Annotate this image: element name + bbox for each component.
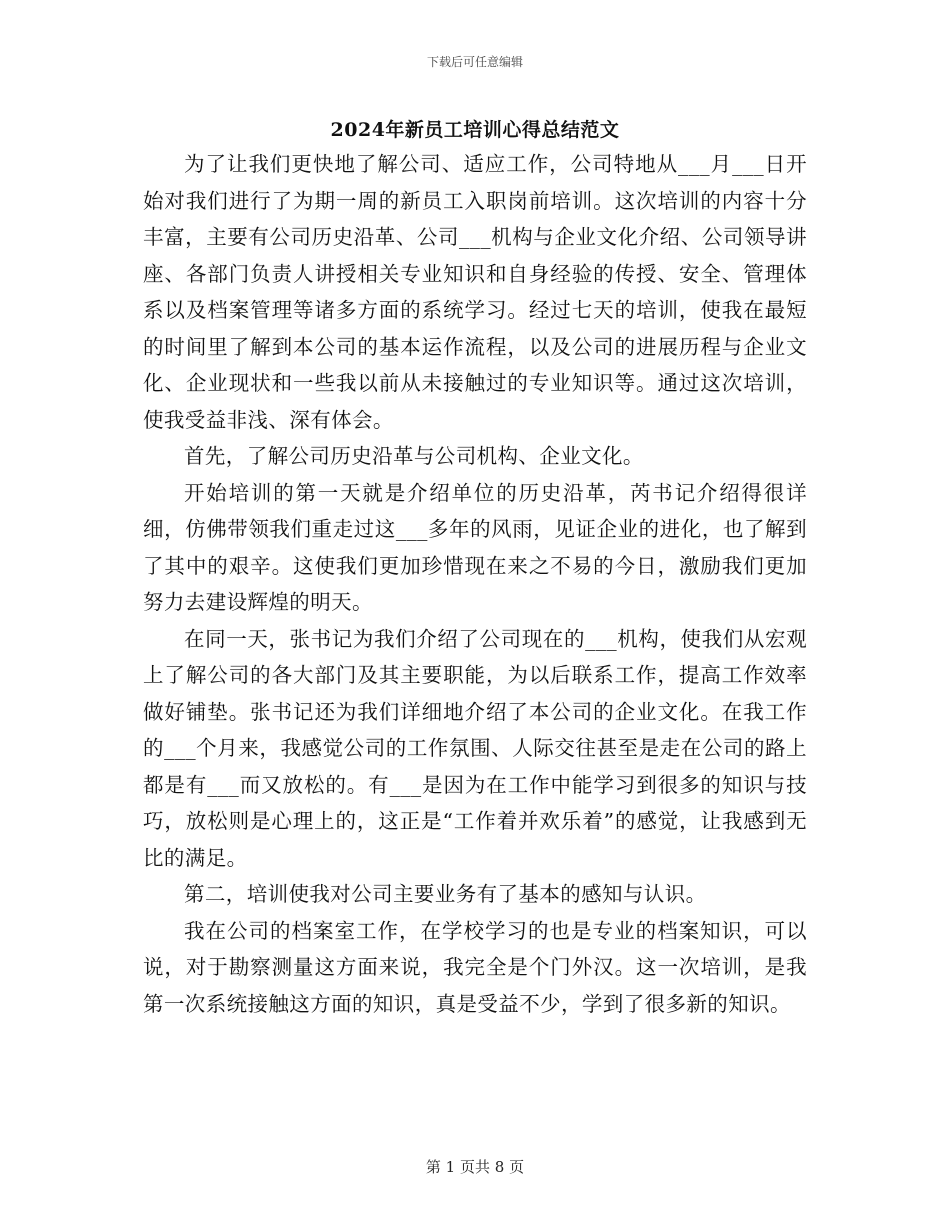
document-body xyxy=(143,146,807,1022)
paragraph-section-2-heading: 第二，培训使我对公司主要业务有了基本的感知与认识。 xyxy=(184,882,707,906)
paragraph-history: 开始培训的第一天就是介绍单位的历史沿革，芮书记介绍得很详细，仿佛带领我们重走过这___多年的风雨，见证企业的进化，也了解到了其中的艰辛。这使我们更加珍惜现在来之不易的今日，激励我们更加努力去建设辉煌的明天。 xyxy=(143,480,807,614)
paragraph-intro: 为了让我们更快地了解公司、适应工作，公司特地从___月___日开始对我们进行了为期一周的新员工入职岗前培训。这次培训的内容十分丰富，主要有公司历史沿革、公司___机构与企业文化介绍、公司领导讲座、各部门负责人讲授相关专业知识和自身经验的传授、安全、管理体系以及档案管理等诸多方面的系统学习。经过七天的培训，使我在最短的时间里了解到本公司的基本运作流程，以及公司的进展历程与企业文化、企业现状和一些我以前从未接触过的专业知识等。通过这次培训，使我受益非浅、深有体会。 xyxy=(143,152,807,432)
header-note: 下载后可任意编辑 xyxy=(426,55,523,69)
paragraph-archive: 我在公司的档案室工作，在学校学习的也是专业的档案知识，可以说，对于勘察测量这方面来说，我完全是个门外汉。这一次培训，是我第一次系统接触这方面的知识，真是受益不少，学到了很多新的知识。 xyxy=(143,918,807,1016)
paragraph-organization: 在同一天，张书记为我们介绍了公司现在的___机构，使我们从宏观上了解公司的各大部门及其主要职能，为以后联系工作，提高工作效率做好铺垫。张书记还为我们详细地介绍了本公司的企业文化。在我工作的___个月来，我感觉公司的工作氛围、人际交往甚至是走在公司的路上都是有___而又放松的。有___是因为在工作中能学习到很多的知识与技巧，放松则是心理上的，这正是“工作着并欢乐着”的感觉，让我感到无比的满足。 xyxy=(143,626,807,870)
page-number: 第 1 页共 8 页 xyxy=(425,1158,525,1176)
paragraph-section-1-heading: 首先，了解公司历史沿革与公司机构、企业文化。 xyxy=(184,444,644,468)
document-title: 2024年新员工培训心得总结范文 xyxy=(330,119,620,141)
